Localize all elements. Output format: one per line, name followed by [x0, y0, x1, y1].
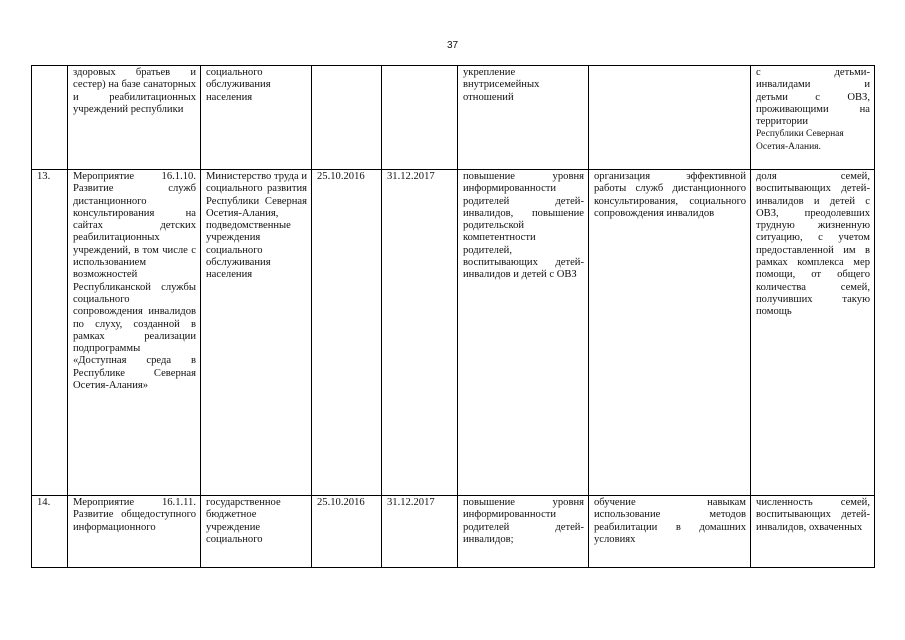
- indicator-cell: [751, 66, 875, 170]
- start-date-cell: [312, 66, 382, 170]
- start-date-cell: 25.10.2016: [312, 170, 382, 496]
- end-date-cell: [382, 66, 458, 170]
- executor-cell: Министерство труда и социального развития Республики Северная Осетия-Алания, подведомственные учреждения социального обслуживания населения: [201, 170, 312, 496]
- row-number: 14.: [32, 496, 68, 568]
- indicator-cell: доля семей, воспитывающих детей-инвалидов и детей с ОВЗ, преодолевших трудную жизненную ситуацию, с учетом предоставленной им в рамках комплекса мер помощи, от общего количества семей, получивших такую помощь: [751, 170, 875, 496]
- indicator-line: проживающими на: [756, 103, 870, 115]
- indicator-line: детьми с ОВЗ,: [756, 91, 870, 103]
- end-date-cell: 31.12.2017: [382, 496, 458, 568]
- indicator-line: инвалидами и: [756, 79, 870, 91]
- result-cell: повышение уровня информированности родителей детей-инвалидов, повышение родительской компетентности родителей, воспитывающих детей-инвалидов и детей с ОВЗ: [458, 170, 589, 496]
- program-table: [31, 65, 875, 568]
- indicator-region-note: Республики Северная Осетия-Алания.: [756, 129, 844, 152]
- row-number: 13.: [32, 170, 68, 496]
- table-row: [32, 496, 875, 568]
- result-cell: укрепление внутрисемейных отношений: [458, 66, 589, 170]
- result-cell: повышение уровня информированности родителей детей-инвалидов;: [458, 496, 589, 568]
- indicator-line: территории: [756, 116, 809, 128]
- end-date-cell: 31.12.2017: [382, 170, 458, 496]
- event-cell: здоровых братьев и сестер) на базе санаторных и реабилитационных учреждений республики: [68, 66, 201, 170]
- table-row: [32, 170, 875, 496]
- tasks-cell: обучение навыкам использование методов реабилитации в домашних условиях: [589, 496, 751, 568]
- executor-cell: социального обслуживания населения: [201, 66, 312, 170]
- start-date-cell: 25.10.2016: [312, 496, 382, 568]
- executor-cell: государственное бюджетное учреждение социального: [201, 496, 312, 568]
- page-number: 37: [446, 40, 459, 51]
- table-row: [32, 66, 875, 170]
- row-number: [32, 66, 68, 170]
- indicator-line: с детьми-: [756, 67, 870, 78]
- event-cell: Мероприятие 16.1.10. Развитие служб дистанционного консультирования на сайтах детских реабилитационных учреждений, в том числе с использованием возможностей Республиканской службы социального сопровождения инвалидов по слуху, созданной в рамках реализации подпрограммы «Доступная среда в Республике Северная Осетия-Алания»: [68, 170, 201, 496]
- indicator-cell: численность семей, воспитывающих детей-инвалидов, охваченных: [751, 496, 875, 568]
- tasks-cell: [589, 66, 751, 170]
- tasks-cell: организация эффективной работы служб дистанционного консультирования, социального сопровождения инвалидов: [589, 170, 751, 496]
- event-cell: Мероприятие 16.1.11. Развитие общедоступного информационного: [68, 496, 201, 568]
